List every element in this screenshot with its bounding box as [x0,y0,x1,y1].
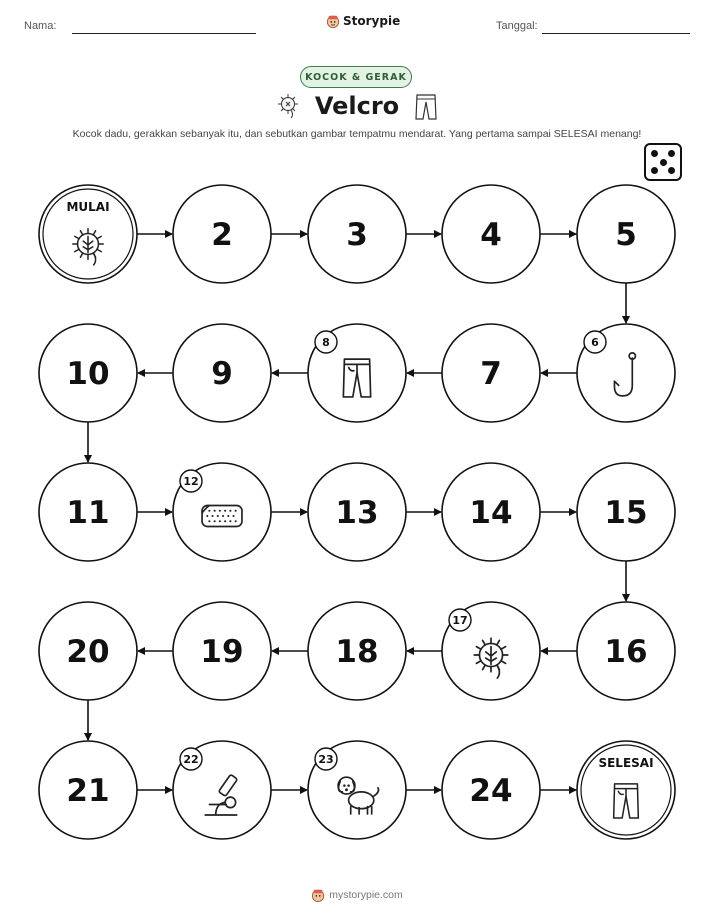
name-label: Nama: [24,20,57,32]
board-cell-4 [442,185,540,283]
cell-number: 16 [604,634,648,670]
board-cell-2 [173,185,271,283]
badge-number: 6 [591,336,599,349]
badge-number: 12 [183,475,199,488]
footer [0,888,714,902]
storypie-logo-icon [311,888,325,902]
board-cell-7 [442,324,540,422]
cell-number: 11 [66,495,110,531]
cell-number: 14 [469,495,513,531]
cell-number: 15 [604,495,648,531]
cell-number: 24 [469,773,513,809]
board-cell-25 [577,741,675,839]
board-cell-6 [577,324,675,422]
cell-number-badge [449,609,471,631]
board-cell-1 [39,185,137,283]
board-cell-5 [577,185,675,283]
board-cell-17 [442,602,540,700]
board-cell-13 [308,463,406,561]
board-cell-3 [308,185,406,283]
board-cell-24 [442,741,540,839]
cell-number: 4 [480,217,502,253]
board-cell-21 [39,741,137,839]
board-cell-18 [308,602,406,700]
cell-number-badge [315,331,337,353]
cell-number-badge [180,748,202,770]
badge-number: 23 [318,753,334,766]
cell-number: 2 [211,217,233,253]
board-cell-20 [39,602,137,700]
cell-number: 7 [480,356,502,392]
board-cell-10 [39,324,137,422]
cell-number-badge [584,331,606,353]
cell-number: 20 [66,634,110,670]
footer-site: mystorypie.com [329,889,403,901]
badge-number: 17 [452,614,468,627]
cell-number: 10 [66,356,110,392]
board-cell-22 [173,741,271,839]
badge-number: 22 [183,753,199,766]
cell-number: 13 [335,495,379,531]
cell-number: 3 [346,217,368,253]
cell-number: 19 [200,634,244,670]
start-label: MULAI [66,200,110,214]
finish-label: SELESAI [598,756,654,770]
board-cell-14 [442,463,540,561]
cell-number-badge [315,748,337,770]
cell-number: 5 [615,217,637,253]
board-cell-19 [173,602,271,700]
page-title: Velcro [314,92,400,120]
date-label: Tanggal: [496,20,538,32]
game-tag-badge: KOCOK & GERAK [300,66,412,88]
cell-number: 21 [66,773,110,809]
cell-number: 18 [335,634,379,670]
brand-name: Storypie [343,14,401,28]
badge-number: 8 [322,336,330,349]
board-cell-9 [173,324,271,422]
board-cell-8 [308,324,406,422]
board-cell-23 [308,741,406,839]
instructions-text: Kocok dadu, gerakkan sebanyak itu, dan sebutkan gambar tempatmu mendarat. Yang pertama sampai SELESAI menang! [72,128,642,140]
board-cell-16 [577,602,675,700]
cell-number: 9 [211,356,233,392]
board-cell-15 [577,463,675,561]
board-cell-11 [39,463,137,561]
cell-number-badge [180,470,202,492]
board-cell-12 [173,463,271,561]
